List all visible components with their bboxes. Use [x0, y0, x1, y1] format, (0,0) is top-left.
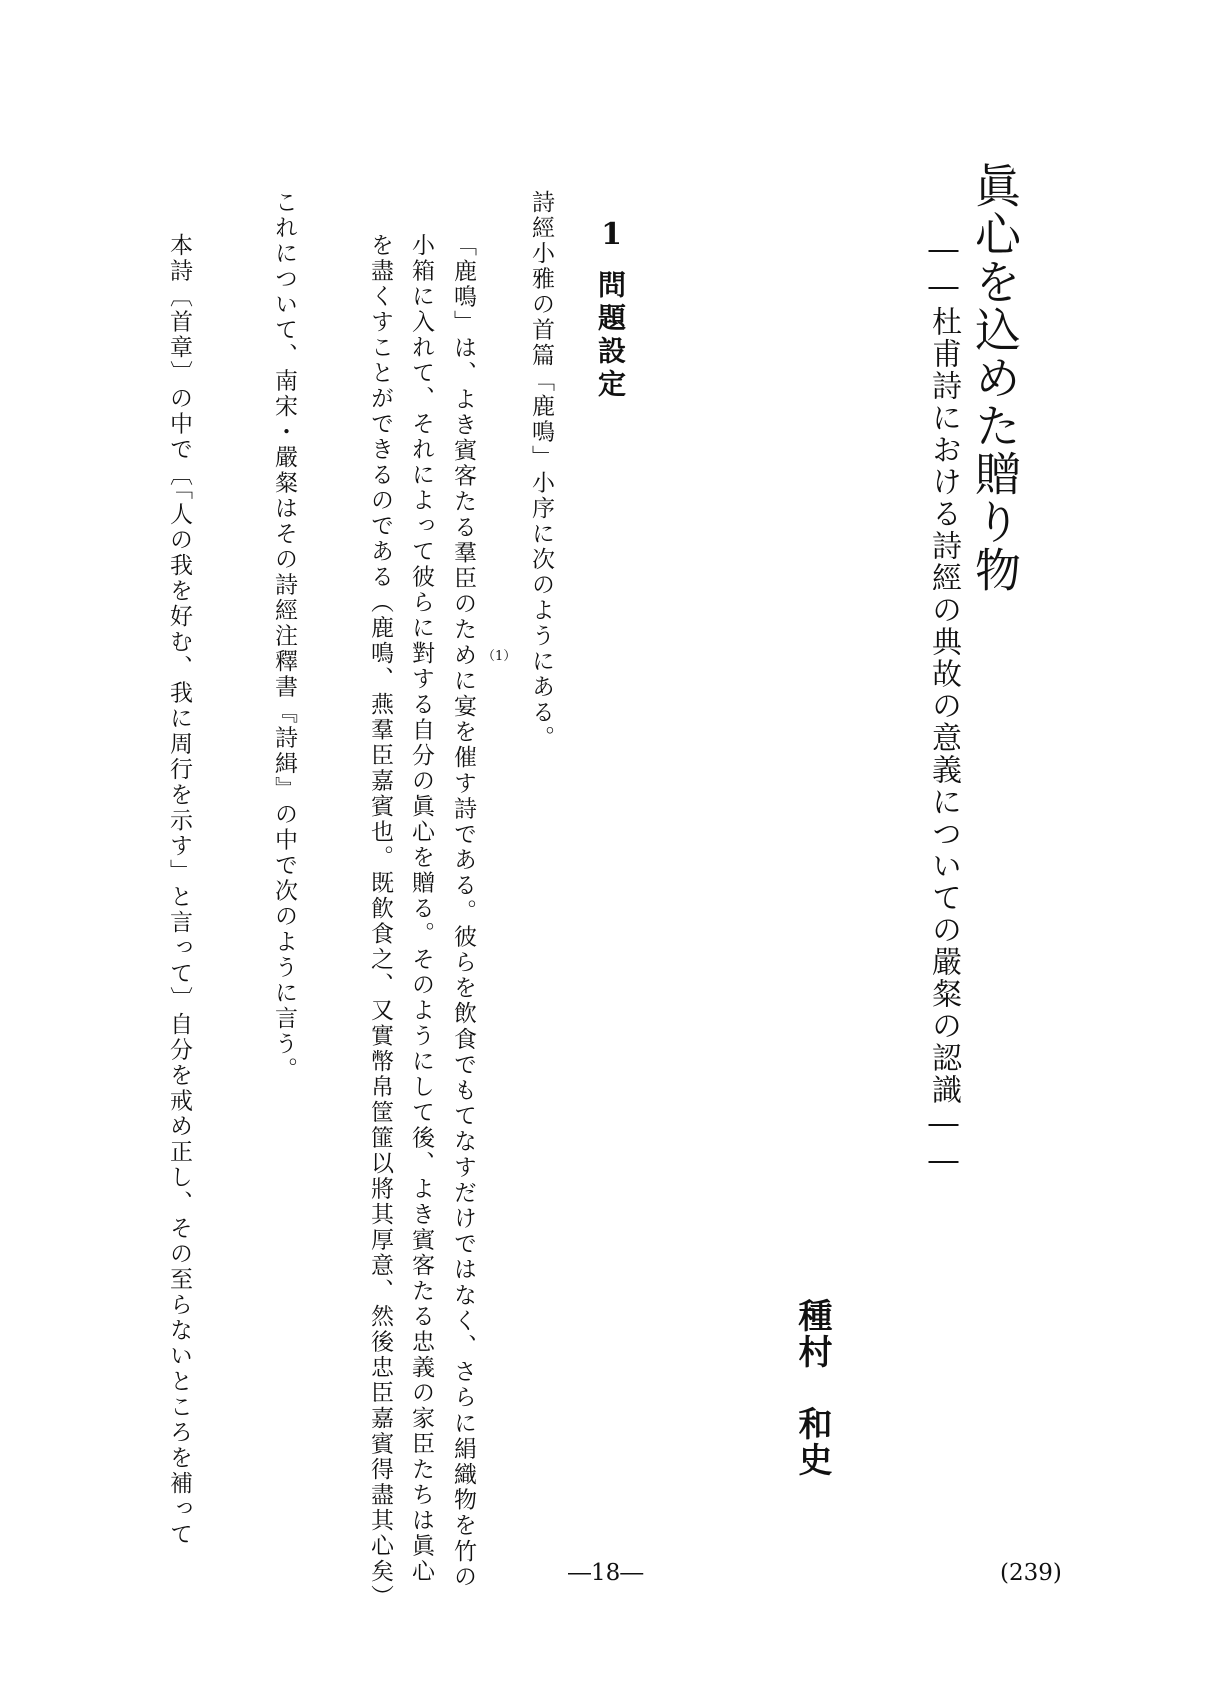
section-title: 問題設定 [594, 270, 627, 402]
body-line-1: 詩經小雅の首篇「鹿鳴」小序に次のようにある。 [528, 190, 554, 751]
page-number: ―18― [568, 1560, 644, 1586]
article-title: 眞心を込めた贈り物 [968, 162, 1022, 594]
body-line-5: これについて、南宋・嚴粲はその詩經注釋書『詩緝』の中で次のように言う。 [271, 190, 297, 1083]
author-name: 種村 和史 [792, 1298, 832, 1478]
section-number: 1 [594, 217, 629, 252]
body-line-2: 「鹿鳴」は、よき賓客たる羣臣のために宴を催す詩である。彼らを飲食でもてなすだけではなく、さらに絹織物を竹の [450, 233, 476, 1590]
article-subtitle: ――杜甫詩における詩經の典故の意義についての嚴粲の認識―― [926, 232, 961, 1180]
body-line-3: 小箱に入れて、それによって彼らに對する自分の眞心を贈る。そのようにして後、よき賓客たる忠義の家臣たちは眞心 [408, 233, 434, 1585]
body-line-4: を盡くすことができるのである（鹿鳴、燕羣臣嘉賓也。既飮食之、又實幣帛筐篚以將其厚意、然後忠臣嘉賓得盡其心矣） [367, 233, 393, 1610]
note-marker: （1） [482, 649, 517, 664]
body-line-6: 本詩〔首章〕の中で〔「人の我を好む、我に周行を示す」と言って〕自分を戒め正し、その至らないところを補って [166, 233, 192, 1548]
page-code: (239) [1000, 1560, 1062, 1586]
